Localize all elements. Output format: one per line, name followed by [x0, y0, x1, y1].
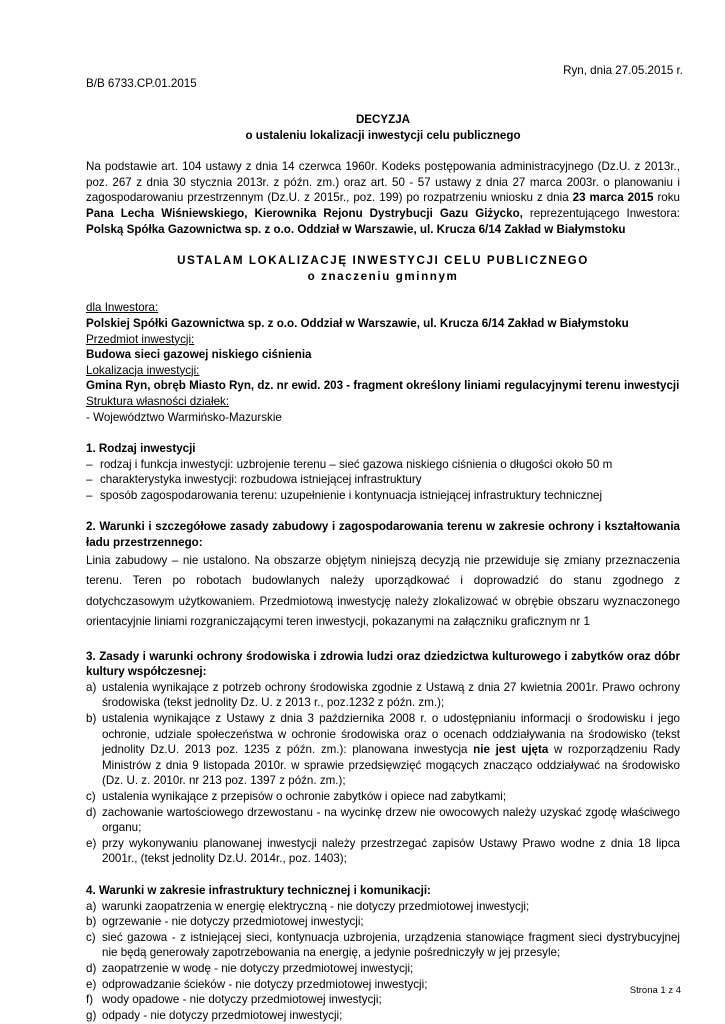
section3-list — [86, 680, 680, 867]
item-text: przy wykonywaniu planowanej inwestycji należy przestrzegać zapisów Ustawy Prawo wodne z dnia 18 lipca 2001r., (tekst jednolity Dz.U. 2014r., poz. 1403); — [102, 836, 680, 866]
item-label: f) — [86, 993, 94, 1007]
investor-label: dla Inwestora: — [86, 301, 159, 315]
list-item — [86, 711, 680, 789]
list-item — [86, 992, 680, 1008]
list-item — [86, 1008, 680, 1024]
section1-heading: 1. Rodzaj inwestycji — [86, 442, 196, 456]
section2-body: Linia zabudowy – nie ustalono. Na obszarze objętym niniejszą decyzją nie przewiduje się zmiany przeznaczenia terenu. Teren po robotach budowlanych należy uporządkować i doprowadzić do stanu zgodnego z dotychczasowym użytkowaniem. Przedmiotową inwestycję należy zlokalizować w obrębie obszaru wyznaczonego orientacyjnie liniami rozgraniczającymi teren inwestycji, pokazanymi na załączniku graficznym nr 1 — [86, 553, 680, 629]
intro-paragraph — [86, 159, 680, 237]
decision-statement: USTALAM LOKALIZACJĘ INWESTYCJI CELU PUBLICZNEGO — [177, 254, 589, 268]
list-item: – sposób zagospodarowania terenu: uzupełnienie i kontynuacja istniejącej infrastruktury technicznej — [86, 488, 680, 504]
item-label: a) — [86, 680, 97, 694]
intro-rep: reprezentującego Inwestora: — [522, 206, 680, 220]
item-label: d) — [86, 961, 97, 975]
ownership-value: - Województwo Warmińsko-Mazurskie — [86, 410, 282, 424]
section3-heading: 3. Zasady i warunki ochrony środowiska i zdrowia ludzi oraz dziedzictwa kulturowego i zabytków oraz dóbr kultury współczesnej: — [86, 649, 680, 679]
list-item — [86, 977, 680, 993]
list-item: – rodzaj i funkcja inwestycji: uzbrojenie terenu – sieć gazowa niskiego ciśnienia o długości około 50 m — [86, 457, 680, 473]
section2-heading: 2. Warunki i szczegółowe zasady zabudowy i zagospodarowania terenu w zakresie ochrony i kształtowania ładu przestrzennego: — [86, 520, 680, 550]
item-label: c) — [86, 930, 96, 944]
item-text: ustalenia wynikające z przepisów o ochronie zabytków i opiece nad zabytkami; — [102, 790, 507, 803]
item-text-bold: nie jest ujęta — [473, 743, 549, 757]
intro-applicant: Pana Lecha Wiśniewskiego, Kierownika Rejonu Dystrybucji Gazu Giżycko, — [86, 206, 523, 220]
item-text: w rozporządzeniu Rady Ministrów z dnia 9 listopada 2010r. w sprawie przedsięwzięć mogących znacząco oddziaływać na środowisko (Dz. U. z. 2010r. nr 213 poz. 1397 z późn. zm.); — [102, 743, 681, 788]
decision-scope: o znaczeniu gminnym — [307, 269, 459, 283]
ownership-label: Struktura własności działek: — [86, 394, 230, 408]
item-text: wody opadowe - nie dotyczy przedmiotowej inwestycji; — [102, 993, 382, 1007]
document-date: Ryn, dnia 27.05.2015 r. — [563, 64, 683, 77]
item-label: c) — [86, 790, 96, 803]
subject-label: Przedmiot inwestycji: — [86, 332, 195, 346]
page-number: Strona 1 z 4 — [629, 985, 681, 996]
list-item — [86, 930, 680, 961]
section4-heading: 4. Warunki w zakresie infrastruktury technicznej i komunikacji: — [86, 883, 431, 897]
list-item: – charakterystyka inwestycji: rozbudowa istniejącej infrastruktury — [86, 472, 680, 488]
decision-subtitle: o ustaleniu lokalizacji inwestycji celu publicznego — [245, 128, 521, 142]
item-label: a) — [86, 899, 97, 913]
item-text: ustalenia wynikające z Ustawy z dnia 3 października 2008 r. o udostępnianiu informacji o środowisku i jego ochronie, udziale społeczeństwa w ochronie środowiska oraz o ocenach oddziaływania na środowisko (tekst jednolity Dz.U. 2013 poz. 1235 z późn. zm.): planowana inwestycja — [102, 712, 680, 757]
intro-mid: roku — [653, 191, 681, 205]
item-text: zachowanie wartościowego drzewostanu - na wycinkę drzew nie owocowych należy uzyskać zgodę właściwego organu; — [102, 805, 680, 835]
intro-investor: Polską Spółka Gazownictwa sp. z o.o. Oddział w Warszawie, ul. Krucza 6/14 Zakład w Białymstoku — [86, 222, 626, 236]
list-item — [86, 899, 680, 915]
item-text: odpady - nie dotyczy przedmiotowej inwestycji; — [102, 1008, 343, 1022]
item-text: sieć gazowa - z istniejącej sieci, kontynuacja uzbrojenia, urządzenia stanowiące fragment sieci dystrybucyjnej nie będą generowały zapotrzebowania na energię, a jedynie pośredniczyły w jej przesyle; — [102, 930, 680, 960]
intro-date: 23 marca 2015 — [572, 191, 654, 205]
subject-value: Budowa sieci gazowej niskiego ciśnienia — [86, 348, 312, 362]
location-label: Lokalizacja inwestycji: — [86, 363, 200, 377]
list-item — [86, 961, 680, 977]
list-item — [86, 836, 680, 867]
item-text: odprowadzanie ścieków - nie dotyczy przedmiotowej inwestycji; — [102, 977, 428, 991]
item-label: g) — [86, 1008, 97, 1022]
list-item — [86, 680, 680, 711]
item-label: b) — [86, 712, 97, 726]
decision-title: DECYZJA — [355, 113, 411, 126]
item-label: b) — [86, 915, 97, 929]
section1-list — [86, 457, 680, 504]
investor-value: Polskiej Spółki Gazownictwa sp. z o.o. Oddział w Warszawie, ul. Krucza 6/14 Zakład w Białymstoku — [86, 316, 629, 330]
section4-list — [86, 899, 680, 1024]
item-label: e) — [86, 836, 97, 850]
intro-text: Na podstawie art. 104 ustawy z dnia 14 czerwca 1960r. Kodeks postępowania administracyjnego (Dz.U. z 2013r., poz. 267 z dnia 30 stycznia 2013r. z późn. zm.) oraz art. 50 - 57 ustawy z dnia 27 marca 2003r. o planowaniu i zagospodarowaniu przestrzennym (Dz.U. z 2015r., poz. 199) po rozpatrzeniu wniosku z dnia — [86, 160, 680, 205]
document-body — [86, 96, 680, 1023]
list-item — [86, 789, 680, 805]
reference-number: B/B 6733.CP.01.2015 — [86, 77, 197, 90]
item-label: e) — [86, 977, 97, 991]
list-item — [86, 805, 680, 836]
location-value: Gmina Ryn, obręb Miasto Ryn, dz. nr ewid. 203 - fragment określony liniami regulacyjnymi terenu inwestycji — [86, 379, 680, 393]
list-item — [86, 914, 680, 930]
item-label: d) — [86, 805, 97, 819]
item-text: zaopatrzenie w wodę - nie dotyczy przedmiotowej inwestycji; — [102, 961, 414, 975]
item-text: ogrzewanie - nie dotyczy przedmiotowej inwestycji; — [102, 915, 364, 929]
item-text: ustalenia wynikające z potrzeb ochrony środowiska zgodnie z Ustawą z dnia 27 kwietnia 2001r. Prawo ochrony środowiska (tekst jednolity Dz. U. z 2013 r., poz.1232 z późn. zm.); — [102, 680, 680, 710]
item-text: warunki zaopatrzenia w energię elektryczną - nie dotyczy przedmiotowej inwestycji; — [102, 899, 530, 913]
